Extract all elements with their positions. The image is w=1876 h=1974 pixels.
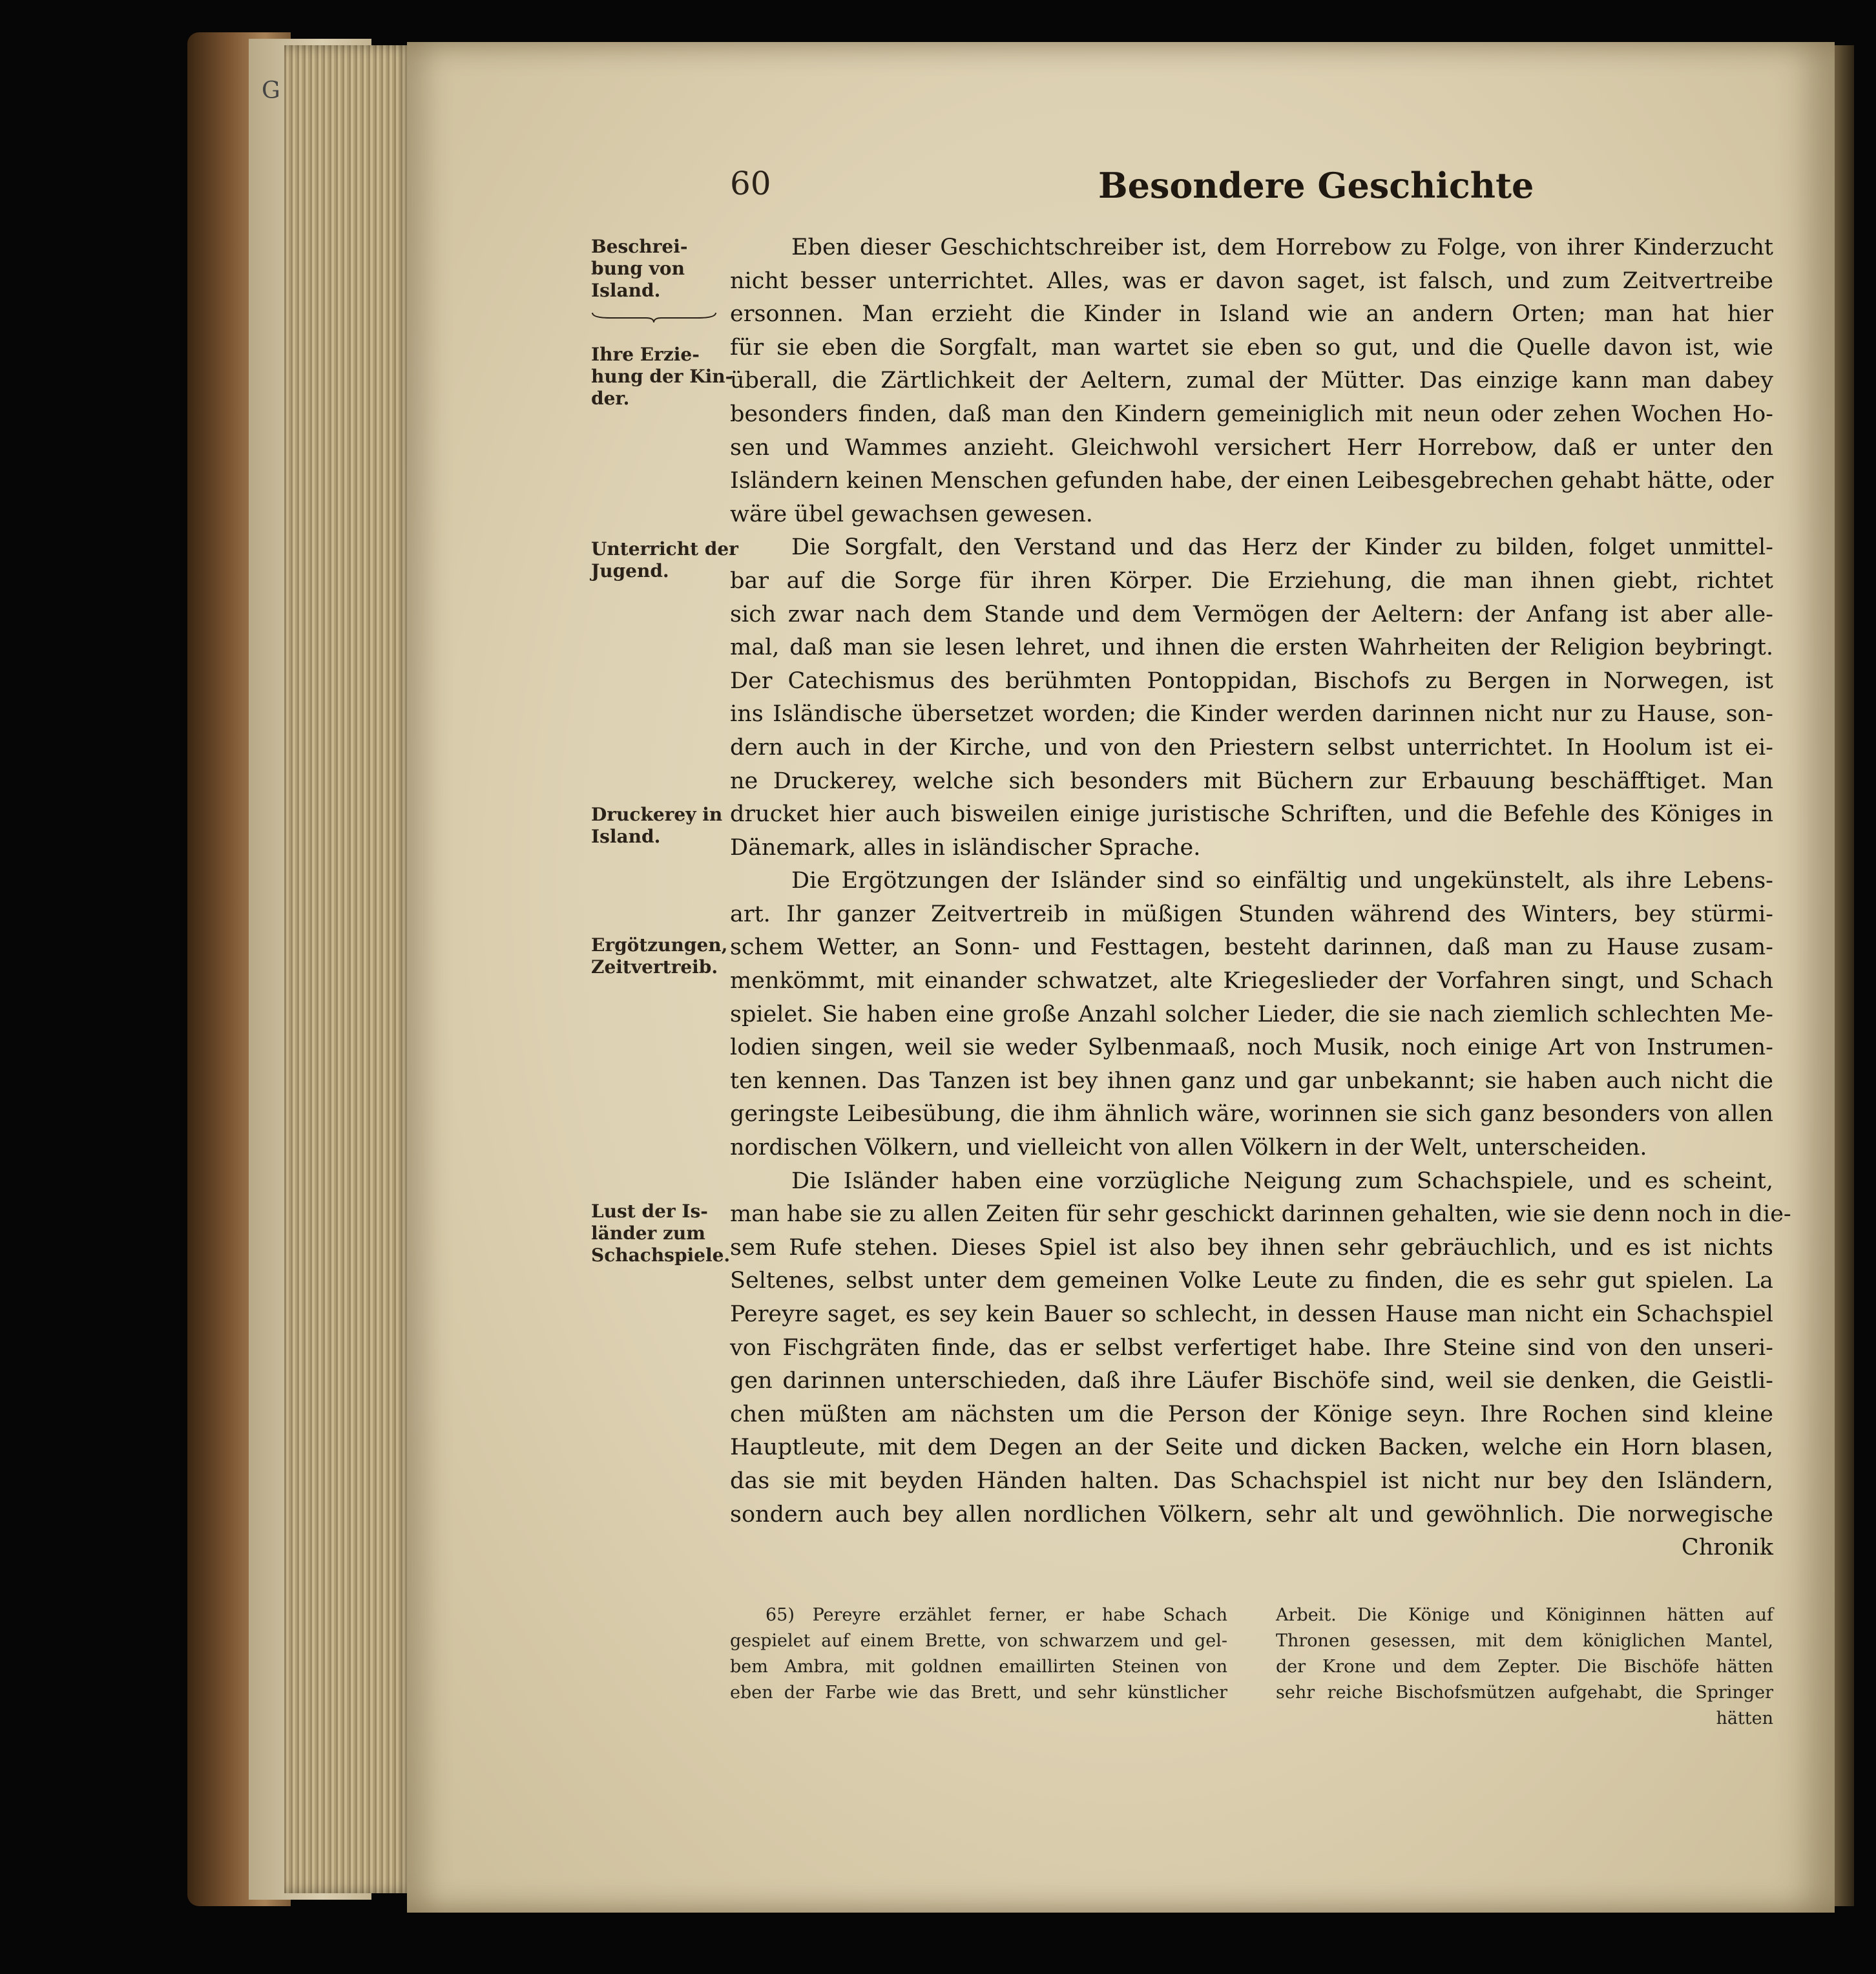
text-line: menkömmt, mit einander schwatzet, alte Kriegeslieder der Vorfahren singt, und Schach <box>730 968 1773 994</box>
footnote-column-left <box>730 1602 1227 1706</box>
footnote-line: gespielet auf einem Brette, von schwarzem und gel- <box>730 1631 1227 1651</box>
margin-note-line: Island. <box>591 826 661 847</box>
text-line: lodien singen, weil sie weder Sylbenmaaß, noch Musik, noch einige Art von Instrumen- <box>730 1034 1773 1061</box>
margin-note-line: Schachspiele. <box>591 1244 731 1266</box>
margin-note-line: Ihre Erzie- <box>591 344 700 365</box>
margin-note <box>591 1201 731 1266</box>
text-line: Hauptleute, mit dem Degen an der Seite und dicken Backen, welche ein Horn blasen, <box>730 1434 1773 1461</box>
margin-note-line: Ergötzungen, <box>591 934 728 956</box>
text-line: sondern auch bey allen nordlichen Völkern, sehr alt und gewöhnlich. Die norwegische <box>730 1501 1773 1528</box>
text-line: ne Druckerey, welche sich besonders mit Büchern zur Erbauung beschäfftiget. Man <box>730 768 1773 794</box>
page-number: 60 <box>730 165 771 202</box>
margin-note <box>591 236 720 302</box>
margin-note <box>591 804 723 848</box>
book-spread <box>187 32 1854 1926</box>
text-line: gen darinnen unterschieden, daß ihre Läufer Bischöfe sind, weil sie denken, die Geistli- <box>730 1368 1773 1394</box>
text-line: für sie eben die Sorgfalt, man wartet sie eben so gut, und die Quelle davon ist, wie <box>730 334 1773 361</box>
text-line: Dänemark, alles in isländischer Sprache. <box>730 834 1201 861</box>
text-line: Isländern keinen Menschen gefunden habe, der einen Leibesgebrechen gehabt hätte, oder <box>730 468 1774 494</box>
brace-divider <box>591 311 717 323</box>
text-line: Eben dieser Geschichtschreiber ist, dem Horrebow zu Folge, von ihrer Kinderzucht <box>791 235 1773 260</box>
text-line: Die Isländer haben eine vorzügliche Neigung zum Schachspiele, und es scheint, <box>791 1168 1773 1194</box>
margin-note <box>591 934 728 978</box>
text-line: man habe sie zu allen Zeiten für sehr geschickt darinnen gehalten, wie sie denn noch in die- <box>730 1201 1791 1228</box>
text-line: schem Wetter, an Sonn- und Festtagen, besteht darinnen, daß man zu Hause zusam- <box>730 934 1773 961</box>
text-line: ersonnen. Man erzieht die Kinder in Island wie an andern Orten; man hat hier <box>730 301 1773 328</box>
margin-note-line: Zeitvertreib. <box>591 956 718 978</box>
margin-note-line: bung von <box>591 258 685 279</box>
page-edges <box>284 45 413 1893</box>
text-line: sem Rufe stehen. Dieses Spiel ist also bey ihnen sehr gebräuchlich, und es ist nichts <box>730 1234 1773 1261</box>
text-line: Seltenes, selbst unter dem gemeinen Volke Leute zu finden, die es sehr gut spielen. La <box>730 1268 1773 1294</box>
margin-note <box>591 344 733 410</box>
margin-note-line: Unterricht der <box>591 538 738 560</box>
text-line: überall, die Zärtlichkeit der Aeltern, zumal der Mütter. Das einzige kann man dabey <box>730 368 1773 394</box>
margin-note-line: länder zum <box>591 1223 705 1244</box>
text-line: Pereyre saget, es sey kein Bauer so schlecht, in dessen Hause man nicht ein Schachspiel <box>730 1301 1773 1327</box>
text-line: sich zwar nach dem Stande und dem Vermögen der Aeltern: der Anfang ist aber alle- <box>730 601 1773 627</box>
text-line: von Fischgräten finde, das er selbst verfertiget habe. Ihre Steine sind von den unseri- <box>730 1334 1773 1361</box>
body-text <box>730 231 1791 1565</box>
margin-note-line: Druckerey in <box>591 804 723 825</box>
text-line: Die Sorgfalt, den Verstand und das Herz der Kinder zu bilden, folget unmittel- <box>791 534 1773 561</box>
text-line: nicht besser unterrichtet. Alles, was er davon saget, ist falsch, und zum Zeitvertreibe <box>730 268 1773 294</box>
margin-note-line: Island. <box>591 280 661 301</box>
margin-note-line: hung der Kin- <box>591 366 733 387</box>
page-header <box>407 165 1835 216</box>
footnote-line: sehr reiche Bischofsmützen aufgehabt, die Springer <box>1276 1683 1773 1703</box>
text-line: spielet. Sie haben eine große Anzahl solcher Lieder, die sie nach ziemlich schlechten Me- <box>730 1001 1773 1027</box>
text-line: nordischen Völkern, und vielleicht von allen Völkern in der Welt, unterscheiden. <box>730 1135 1647 1161</box>
margin-note <box>591 538 738 582</box>
previous-page-letter: G <box>262 78 280 104</box>
text-line: wäre übel gewachsen gewesen. <box>730 501 1093 527</box>
footnote-line: Thronen gesessen, mit dem königlichen Mantel, <box>1276 1631 1773 1651</box>
text-line: mal, daß man sie lesen lehret, und ihnen die ersten Wahrheiten der Religion beybringt. <box>730 635 1773 661</box>
footnote-line: der Krone und dem Zepter. Die Bischöfe hätten <box>1276 1657 1773 1677</box>
footnote-line: 65) Pereyre erzählet ferner, er habe Schach <box>766 1605 1227 1625</box>
right-page-edge <box>1835 45 1854 1906</box>
footnote-column-right <box>1276 1602 1773 1732</box>
margin-note-line: Beschrei- <box>591 236 688 257</box>
text-line: geringste Leibesübung, die ihm ähnlich wäre, worinnen sie sich ganz besonders von allen <box>730 1101 1773 1128</box>
text-line: Die Ergötzungen der Isländer sind so einfältig und ungekünstelt, als ihre Lebens- <box>791 868 1773 894</box>
text-line: chen müßten am nächsten um die Person der Könige seyn. Ihre Rochen sind kleine <box>730 1401 1773 1427</box>
margin-note-line: Jugend. <box>591 560 669 582</box>
footnote-line: eben der Farbe wie das Brett, und sehr künstlicher <box>730 1683 1227 1703</box>
footnote-catchword: hätten <box>1716 1708 1773 1728</box>
text-line: dern auch in der Kirche, und von den Priestern selbst unterrichtet. In Hoolum ist ei- <box>730 734 1773 761</box>
text-line: das sie mit beyden Händen halten. Das Schachspiel ist nicht nur bey den Isländern, <box>730 1467 1773 1494</box>
running-title: Besondere Geschichte <box>1098 165 1534 206</box>
text-line: drucket hier auch bisweilen einige juristische Schriften, und die Befehle des Königes in <box>730 801 1773 828</box>
text-line: sen und Wammes anzieht. Gleichwohl versichert Herr Horrebow, daß er unter den <box>730 434 1773 461</box>
margin-note-line: Lust der Is- <box>591 1201 708 1222</box>
text-line: besonders finden, daß man den Kindern gemeiniglich mit neun oder zehen Wochen Ho- <box>730 401 1773 427</box>
margin-note-line: der. <box>591 388 630 409</box>
footnote-line: Arbeit. Die Könige und Königinnen hätten auf <box>1276 1605 1773 1625</box>
book-page <box>407 42 1835 1913</box>
text-line: ins Isländische übersetzet worden; die Kinder werden darinnen nicht nur zu Hause, son- <box>730 701 1773 728</box>
text-line: ten kennen. Das Tanzen ist bey ihnen ganz und gar unbekannt; sie haben auch nicht die <box>730 1067 1773 1094</box>
text-line: art. Ihr ganzer Zeitvertreib in müßigen Stunden während des Winters, bey stürmi- <box>730 901 1773 927</box>
catchword: Chronik <box>1681 1535 1773 1561</box>
text-line: Der Catechismus des berühmten Pontoppidan, Bischofs zu Bergen in Norwegen, ist <box>730 667 1773 694</box>
text-line: bar auf die Sorge für ihren Körper. Die Erziehung, die man ihnen giebt, richtet <box>730 567 1773 594</box>
footnote-line: bem Ambra, mit goldnen emaillirten Steinen von <box>730 1657 1227 1677</box>
